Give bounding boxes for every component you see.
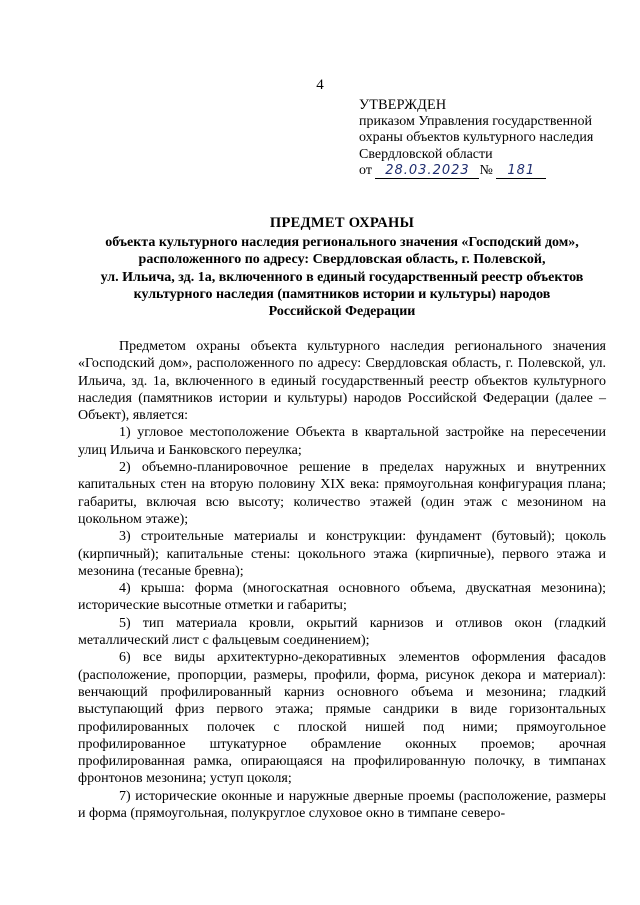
heading-line: Российской Федерации [268,304,416,320]
approval-title: УТВЕРЖДЕН [359,97,447,113]
body-paragraph: 6) все виды архитектурно-декоративных элементов оформления фасадов (расположение, пропорции, размеры, профили, форма, рисунок декора и материал): венчающий профилированный карниз основного объема и мезонина; гладкий выступающий фриз первого этажа; прямые сандрики в виде горизонтальных профилированных полочек с плоской нишей под ними; прямоугольное профилированное штукатурное обрамление оконных проемов; арочная профилированная рамка, опирающаяся на профилированную полочку, в тимпанах фронтонов мезонина; уступ цоколя; [78,650,606,787]
body-paragraph: Предметом охраны объекта культурного наследия регионального значения «Господский дом», расположенного по адресу: Свердловская область, г. Полевской, ул. Ильича, зд. 1а, включенного в единый государственный реестр объектов культурного наследия (памятников истории и культуры) народов Российской Федерации (далее – Объект), является: [78,339,606,424]
handwritten-date: 28.03.2023 [375,164,479,179]
date-prefix: от [359,163,372,178]
body-paragraph: 3) строительные материалы и конструкции: фундамент (бутовый); цоколь (кирпичный); капитальные стены: цокольного этажа (кирпичные), первого этажа и мезонина (тесаные бревна); [78,529,606,579]
approval-date-line [359,163,621,180]
heading-line: расположенного по адресу: Свердловская область, г. Полевской, [138,252,546,268]
heading-line: объекта культурного наследия регионального значения «Господский дом», [105,235,579,251]
heading-title: ПРЕДМЕТ ОХРАНЫ [269,215,415,231]
body-paragraph: 1) угловое местоположение Объекта в квартальной застройке на пересечении улиц Ильича и Банковского переулка; [78,425,606,458]
body-paragraph: 7) исторические оконные и наружные дверные проемы (расположение, размеры и форма (прямоугольная, полукруглое слуховое окно в тимпане северо- [78,788,606,822]
approval-stamp [359,97,621,180]
document-heading [78,215,606,320]
approval-line: Свердловской области [359,146,493,162]
approval-line: приказом Управления государственной [359,113,593,129]
page-number: 4 [316,77,324,93]
body-paragraph: 5) тип материала кровли, окрытий карнизов и отливов окон (гладкий металлический лист с фальцевым соединением); [78,615,606,649]
document-body [78,338,606,822]
body-paragraph: 4) крыша: форма (многоскатная основного объема, двускатная мезонина); исторические высотные отметки и габариты; [78,581,606,614]
handwritten-number: 181 [496,164,546,179]
heading-line: культурного наследия (памятников истории и культуры) народов [133,286,551,302]
body-paragraph: 2) объемно-планировочное решение в пределах наружных и внутренних капитальных стен на вторую половину XIX века: прямоугольная конфигурация плана; габариты, включая всю высоту; количество этажей (один этаж с мезонином на цокольном этаже); [78,460,606,527]
approval-line: охраны объектов культурного наследия [359,130,594,145]
heading-line: ул. Ильича, зд. 1а, включенного в единый государственный реестр объектов [100,269,584,285]
number-label: № [479,163,493,178]
